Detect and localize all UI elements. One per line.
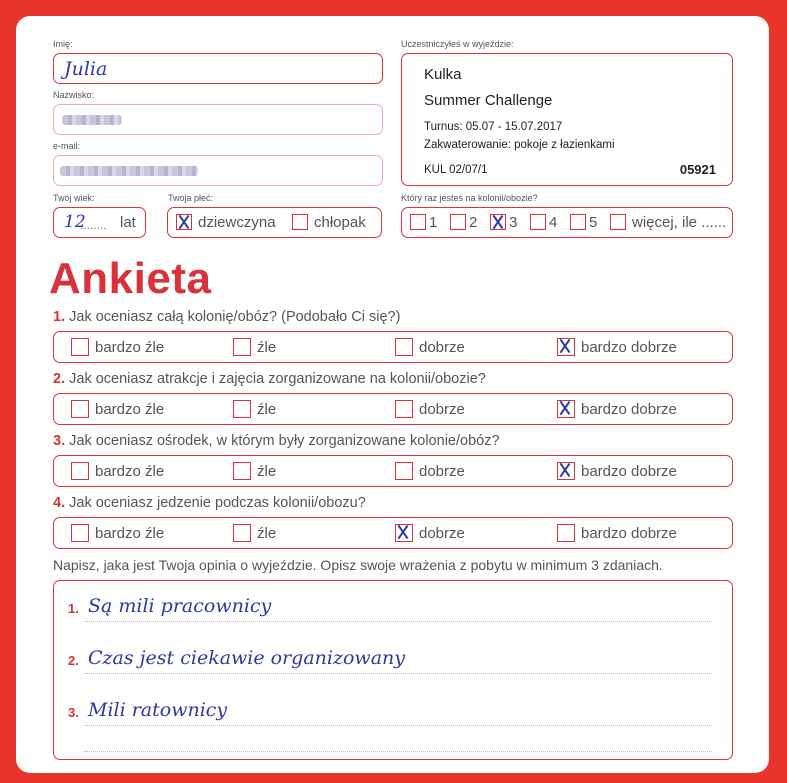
gender-label: Twoja płeć: bbox=[168, 193, 214, 203]
answer-checkbox[interactable] bbox=[395, 524, 413, 542]
writing-line bbox=[84, 725, 712, 726]
checkbox-times-5[interactable] bbox=[570, 214, 586, 230]
trip-label: Uczestniczyłeś w wyjeździe: bbox=[401, 39, 514, 49]
trip-accommodation: Zakwaterowanie: pokoje z łazienkami bbox=[424, 139, 615, 151]
age-unit: lat bbox=[120, 214, 136, 231]
times-option-2[interactable]: 2 bbox=[450, 213, 477, 231]
page-title: Ankieta bbox=[49, 254, 212, 303]
checkbox-more[interactable] bbox=[610, 214, 626, 230]
redacted-surname bbox=[62, 115, 122, 125]
times-label: Który raz jesteś na kolonii/obozie? bbox=[401, 193, 538, 203]
gender-option-female[interactable]: dziewczyna bbox=[176, 213, 276, 231]
opinion-number: 3. bbox=[68, 705, 79, 720]
writing-line bbox=[84, 621, 712, 622]
answer-row-4 bbox=[53, 517, 733, 549]
answer-option[interactable]: bardzo źle bbox=[71, 462, 164, 480]
surname-label: Nazwisko: bbox=[53, 90, 95, 100]
question-2: 2. Jak oceniasz atrakcje i zajęcia zorganizowane na kolonii/obozie? bbox=[53, 371, 486, 387]
answer-option[interactable]: bardzo dobrze bbox=[557, 462, 677, 480]
trip-turnus: Turnus: 05.07 - 15.07.2017 bbox=[424, 121, 563, 133]
answer-checkbox[interactable] bbox=[557, 462, 575, 480]
checkbox-times-1[interactable] bbox=[410, 214, 426, 230]
answer-checkbox[interactable] bbox=[557, 524, 575, 542]
answer-checkbox[interactable] bbox=[395, 400, 413, 418]
trip-program: Summer Challenge bbox=[424, 92, 553, 109]
age-dots: ........ bbox=[80, 218, 107, 232]
answer-option[interactable]: dobrze bbox=[395, 400, 465, 418]
answer-option[interactable]: źle bbox=[233, 400, 276, 418]
answer-row-1 bbox=[53, 331, 733, 363]
answer-checkbox[interactable] bbox=[233, 338, 251, 356]
name-label: Imię: bbox=[53, 39, 73, 49]
answer-checkbox[interactable] bbox=[557, 338, 575, 356]
answer-checkbox[interactable] bbox=[233, 400, 251, 418]
times-option-1[interactable]: 1 bbox=[410, 213, 437, 231]
answer-checkbox[interactable] bbox=[71, 524, 89, 542]
answer-checkbox[interactable] bbox=[557, 400, 575, 418]
trip-name: Kulka bbox=[424, 66, 462, 83]
times-option-4[interactable]: 4 bbox=[530, 213, 557, 231]
answer-checkbox[interactable] bbox=[395, 338, 413, 356]
redacted-email bbox=[60, 166, 198, 176]
gender-option-male[interactable]: chłopak bbox=[292, 213, 366, 231]
writing-line bbox=[84, 751, 712, 752]
checkbox-times-2[interactable] bbox=[450, 214, 466, 230]
opinion-text: Mili ratownicy bbox=[88, 699, 228, 721]
answer-option[interactable]: bardzo dobrze bbox=[557, 524, 677, 542]
answer-checkbox[interactable] bbox=[71, 462, 89, 480]
times-option-more[interactable]: więcej, ile ...... bbox=[610, 213, 726, 231]
trip-code: KUL 02/07/1 bbox=[424, 164, 488, 176]
checkbox-times-3[interactable] bbox=[490, 214, 506, 230]
opinion-prompt: Napisz, jaka jest Twoja opinia o wyjeździe. Opisz swoje wrażenia z pobytu w minimum 3 zdaniach. bbox=[53, 557, 663, 573]
age-field[interactable] bbox=[53, 207, 146, 238]
name-field[interactable] bbox=[53, 53, 383, 84]
times-option-3[interactable]: 3 bbox=[490, 213, 517, 231]
checkbox-male[interactable] bbox=[292, 214, 308, 230]
answer-option[interactable]: bardzo źle bbox=[71, 338, 164, 356]
times-option-5[interactable]: 5 bbox=[570, 213, 597, 231]
age-label: Twój wiek: bbox=[53, 193, 95, 203]
answer-option[interactable]: źle bbox=[233, 462, 276, 480]
answer-option[interactable]: źle bbox=[233, 524, 276, 542]
checkbox-female[interactable] bbox=[176, 214, 192, 230]
answer-option[interactable]: bardzo źle bbox=[71, 400, 164, 418]
age-value: 12 bbox=[64, 212, 86, 232]
answer-option[interactable]: dobrze bbox=[395, 338, 465, 356]
times-field bbox=[401, 207, 733, 238]
answer-checkbox[interactable] bbox=[233, 462, 251, 480]
checkbox-times-4[interactable] bbox=[530, 214, 546, 230]
answer-option[interactable]: dobrze bbox=[395, 524, 465, 542]
name-value: Julia bbox=[64, 58, 108, 80]
answer-row-2 bbox=[53, 393, 733, 425]
question-3: 3. Jak oceniasz ośrodek, w którym były zorganizowane kolonie/obóz? bbox=[53, 433, 500, 449]
trip-number: 05921 bbox=[679, 162, 716, 177]
gender-field bbox=[167, 207, 382, 238]
answer-checkbox[interactable] bbox=[395, 462, 413, 480]
opinion-number: 1. bbox=[68, 601, 79, 616]
answer-option[interactable]: bardzo dobrze bbox=[557, 338, 677, 356]
writing-line bbox=[84, 673, 712, 674]
answer-option[interactable]: dobrze bbox=[395, 462, 465, 480]
survey-sheet bbox=[16, 16, 769, 773]
answer-option[interactable]: źle bbox=[233, 338, 276, 356]
answer-option[interactable]: bardzo dobrze bbox=[557, 400, 677, 418]
answer-checkbox[interactable] bbox=[71, 338, 89, 356]
opinion-text: Czas jest ciekawie organizowany bbox=[88, 647, 405, 669]
opinion-number: 2. bbox=[68, 653, 79, 668]
question-4: 4. Jak oceniasz jedzenie podczas kolonii/obozu? bbox=[53, 495, 366, 511]
answer-checkbox[interactable] bbox=[233, 524, 251, 542]
question-1: 1. Jak oceniasz całą kolonię/obóz? (Podobało Ci się?) bbox=[53, 309, 401, 325]
trip-info-box bbox=[401, 53, 733, 186]
email-field[interactable] bbox=[53, 155, 383, 186]
answer-checkbox[interactable] bbox=[71, 400, 89, 418]
answer-option[interactable]: bardzo źle bbox=[71, 524, 164, 542]
answer-row-3 bbox=[53, 455, 733, 487]
opinion-text: Są mili pracownicy bbox=[88, 595, 272, 617]
email-label: e-mail: bbox=[53, 141, 81, 151]
opinion-box[interactable] bbox=[53, 580, 733, 760]
surname-field[interactable] bbox=[53, 104, 383, 135]
